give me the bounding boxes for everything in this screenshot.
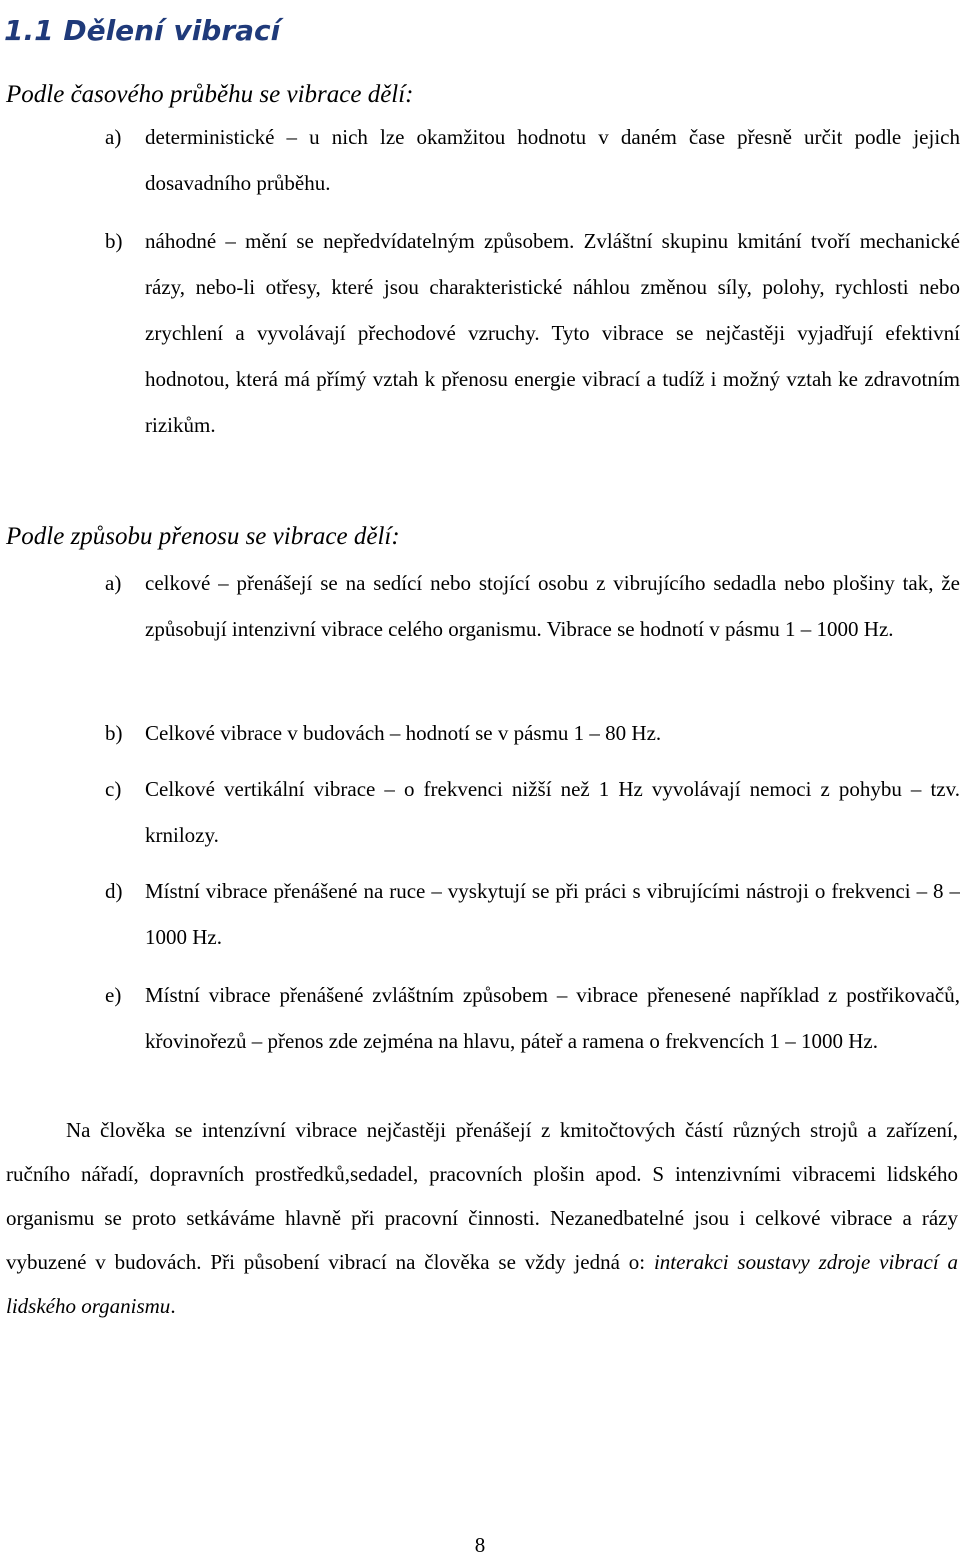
list-item-text: Místní vibrace přenášené na ruce – vyskytují se při práci s vibrujícími nástroji o frekvenci – 8 – 1000 Hz. xyxy=(145,879,960,949)
paragraph-text: Na člověka se intenzívní vibrace nejčastěji přenášejí z kmitočtových částí různých strojů a zařízení, ručního nářadí, dopravních prostředků,sedadel, pracovních plošin apod. S intenzivními vibracemi lidského organismu se proto setkáváme hlavně při pracovní činnosti. Nezanedbatelné jsou i celkové vibrace a rázy vybuzené v budovách. Při působení vibrací na člověka se vždy jedná o: xyxy=(6,1118,958,1274)
list-marker: c) xyxy=(105,777,122,801)
subsection-title-transfer: Podle způsobu přenosu se vibrace dělí: xyxy=(6,523,400,550)
list-item-text: Celkové vibrace v budovách – hodnotí se v pásmu 1 – 80 Hz. xyxy=(145,721,662,745)
list-item xyxy=(105,218,960,448)
list-marker: b) xyxy=(105,721,123,745)
list-item-text: Celkové vertikální vibrace – o frekvenci nižší než 1 Hz vyvolávají nemoci z pohybu – tzv. krnilozy. xyxy=(145,777,960,847)
list-item-text: Místní vibrace přenášené zvláštním způsobem – vibrace přenesené například z postřikovačů, křovinořezů – přenos zde zejména na hlavu, páteř a ramena o frekvencích 1 – 1000 Hz. xyxy=(145,983,960,1053)
subsection-title-time-course: Podle časového průběhu se vibrace dělí: xyxy=(6,81,414,108)
list-item xyxy=(105,868,960,960)
list-item-text: náhodné – mění se nepředvídatelným způsobem. Zvláštní skupinu kmitání tvoří mechanické rázy, nebo-li otřesy, které jsou charakteristické náhlou změnou síly, polohy, rychlosti nebo zrychlení a vyvolávají přechodové vzruchy. Tyto vibrace se nejčastěji vyjadřují efektivní hodnotou, která má přímý vztah k přenosu energie vibrací a tudíž i možný vztah ke zdravotním rizikům. xyxy=(145,229,960,437)
page-number: 8 xyxy=(474,1533,486,1557)
paragraph-emphasis: interakci soustavy zdroje vibrací a lidského organismu xyxy=(6,1250,958,1318)
section-heading: 1.1 Dělení vibrací xyxy=(4,13,281,47)
paragraph-end: . xyxy=(170,1294,176,1318)
list-marker: a) xyxy=(105,571,122,595)
list-marker: e) xyxy=(105,983,122,1007)
list-item xyxy=(105,972,960,1064)
list-marker: d) xyxy=(105,879,123,903)
list-marker: b) xyxy=(105,229,123,253)
list-item xyxy=(105,710,960,756)
list-marker: a) xyxy=(105,125,122,149)
body-paragraph xyxy=(6,1108,958,1328)
list-item-text: deterministické – u nich lze okamžitou hodnotu v daném čase přesně určit podle jejich dosavadního průběhu. xyxy=(145,125,960,195)
list-item xyxy=(105,560,960,652)
list-item xyxy=(105,766,960,858)
list-item xyxy=(105,114,960,206)
list-item-text: celkové – přenášejí se na sedící nebo stojící osobu z vibrujícího sedadla nebo plošiny tak, že způsobují intenzivní vibrace celého organismu. Vibrace se hodnotí v pásmu 1 – 1000 Hz. xyxy=(145,571,960,641)
